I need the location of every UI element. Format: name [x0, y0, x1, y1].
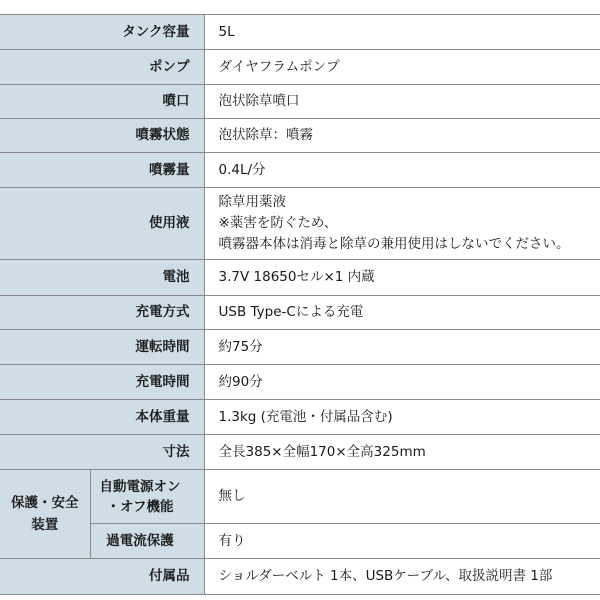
spec-value: 無し: [204, 470, 600, 524]
spec-value: 1.3kg (充電池・付属品含む): [204, 400, 600, 435]
spec-sublabel: 過電流保護: [90, 524, 204, 559]
spec-value: 約75分: [204, 330, 600, 365]
spec-row-spray-amount: [0, 153, 600, 188]
spec-value: [204, 188, 600, 260]
spec-row-auto-power: [0, 470, 600, 524]
spec-value: 5L: [204, 15, 600, 50]
spec-value: ショルダーベルト 1本、USBケーブル、取扱説明書 1部: [204, 559, 600, 595]
spec-value: USB Type-Cによる充電: [204, 296, 600, 330]
spec-row-spray-state: [0, 119, 600, 153]
spec-row-liquid: [0, 188, 600, 260]
spec-value: 0.4L/分: [204, 153, 600, 188]
spec-label: 電池: [0, 260, 204, 296]
spec-label: タンク容量: [0, 15, 204, 50]
spec-value: 泡状除草噴口: [204, 85, 600, 119]
spec-label: 運転時間: [0, 330, 204, 365]
spec-sublabel-line: 自動電源オン: [99, 478, 181, 495]
spec-row-nozzle: [0, 85, 600, 119]
spec-label: 噴口: [0, 85, 204, 119]
spec-group-label-line: 保護・安全: [11, 495, 79, 511]
spec-group-label: [0, 470, 90, 559]
spec-row-accessories: [0, 559, 600, 595]
spec-value: 有り: [204, 524, 600, 559]
spec-sublabel-line: ・オフ機能: [106, 498, 174, 515]
spec-value: 3.7V 18650セル×1 内蔵: [204, 260, 600, 296]
spec-row-overcurrent: [0, 524, 600, 559]
spec-table: [0, 14, 600, 595]
spec-value-line: ※薬害を防ぐため、: [218, 215, 338, 231]
spec-row-tank-capacity: [0, 15, 600, 50]
spec-label: 使用液: [0, 188, 204, 260]
spec-label: 充電時間: [0, 365, 204, 400]
spec-value-line: 除草用薬液: [218, 194, 287, 210]
spec-value: 約90分: [204, 365, 600, 400]
spec-label: 寸法: [0, 435, 204, 470]
spec-row-pump: [0, 50, 600, 85]
spec-label: 噴霧量: [0, 153, 204, 188]
spec-group-label-line: 装置: [31, 517, 59, 533]
spec-row-run-time: [0, 330, 600, 365]
spec-value: 泡状除草：噴霧: [204, 119, 600, 153]
spec-row-weight: [0, 400, 600, 435]
spec-value: ダイヤフラムポンプ: [204, 50, 600, 85]
spec-label: 付属品: [0, 559, 204, 595]
spec-label: ポンプ: [0, 50, 204, 85]
spec-row-battery: [0, 260, 600, 296]
spec-label: 本体重量: [0, 400, 204, 435]
spec-value: 全長385×全幅170×全高325mm: [204, 435, 600, 470]
spec-sublabel: [90, 470, 204, 524]
spec-row-charge-time: [0, 365, 600, 400]
spec-row-charging-method: [0, 296, 600, 330]
spec-row-dimensions: [0, 435, 600, 470]
spec-label: 噴霧状態: [0, 119, 204, 153]
spec-label: 充電方式: [0, 296, 204, 330]
spec-value-line: 噴霧器本体は消毒と除草の兼用使用はしないでください。: [218, 236, 570, 252]
